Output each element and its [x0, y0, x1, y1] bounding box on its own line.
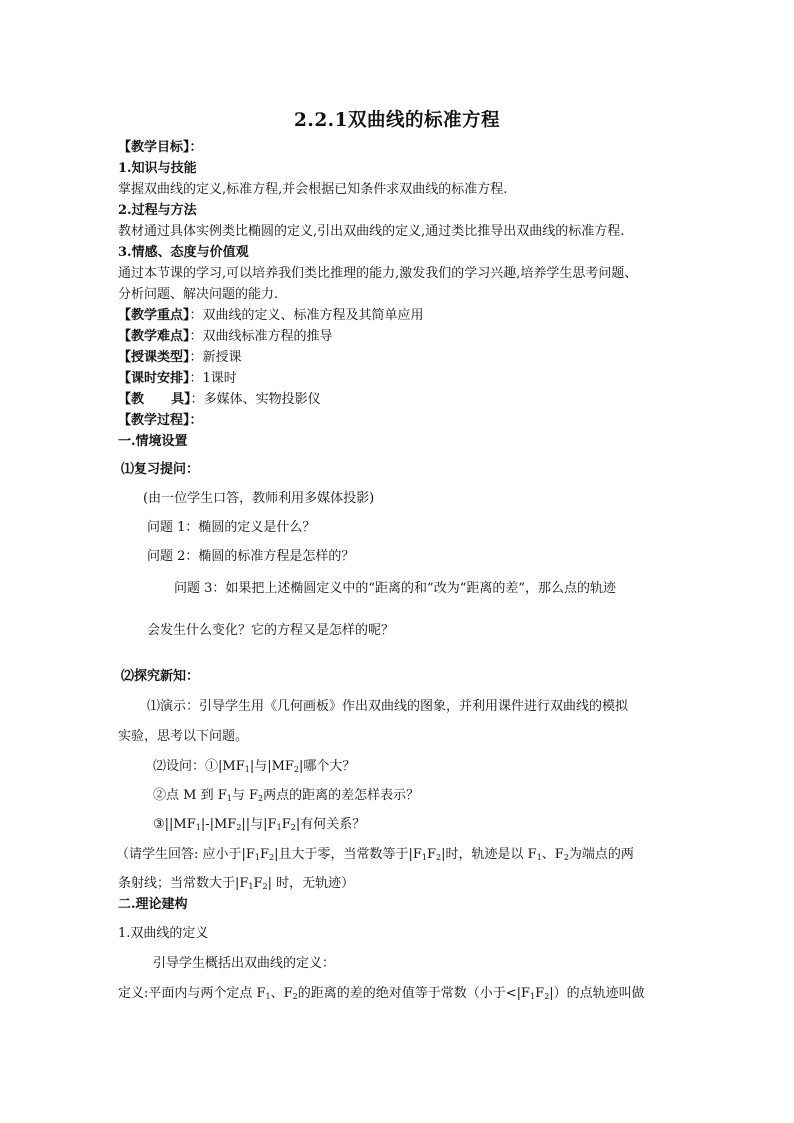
ask-2-part: 两点的距离的差怎样表示？	[263, 788, 420, 803]
subscript: 2	[257, 794, 264, 803]
definition-text	[118, 985, 645, 1003]
ask-3-part: ③||MF	[153, 817, 196, 832]
ask-2-part: 与 F	[231, 788, 258, 803]
subscript: 1	[536, 853, 542, 862]
definition-heading: 1.双曲线的定义	[118, 926, 209, 941]
answer-part: F	[260, 847, 270, 862]
objective-1-text: 掌握双曲线的定义,标准方程,并会根据已知条件求双曲线的标准方程.	[118, 182, 508, 197]
review-note: (由一位学生口答，教师利用多媒体投影)	[143, 491, 375, 506]
answer-line2	[118, 875, 354, 893]
subscript: 1	[226, 794, 232, 803]
ask-1-part: |哪个大？	[299, 759, 356, 774]
subscript: 1	[244, 765, 250, 774]
subscript: 2	[293, 765, 299, 774]
question-2: 问题 2：椭圆的标准方程是怎样的？	[147, 549, 355, 564]
ask-3-part: ||与|F	[241, 817, 277, 832]
subscript: 1	[254, 853, 261, 862]
answer-part: F	[427, 847, 437, 862]
answer-part: 为端点的两	[568, 847, 634, 862]
subscript: 2	[269, 853, 275, 862]
lesson-type-line	[118, 349, 242, 367]
key-point-label: 【教学重点】	[118, 308, 190, 323]
section-2-heading: 二.理论建构	[118, 897, 188, 912]
hours-label: 【课时安排】	[118, 371, 190, 386]
definition-part: 、F	[270, 986, 293, 1001]
subscript: 1	[530, 992, 536, 1001]
subscript: 1	[195, 823, 201, 832]
section-1-heading: 一.情境设置	[118, 434, 188, 449]
hours-text: ：1课时	[189, 371, 237, 386]
subscript: 2	[436, 853, 442, 862]
key-point-line	[118, 307, 424, 325]
objective-2-text: 教材通过具体实例类比椭圆的定义,引出双曲线的定义,通过类比推导出双曲线的标准方程.	[118, 224, 625, 239]
ask-3	[153, 816, 365, 834]
tools-line	[118, 391, 321, 409]
lesson-type-text: ：新授课	[189, 350, 242, 365]
subscript: 1	[276, 823, 282, 832]
question-3-line2: 会发生什么变化？它的方程又是怎样的呢？	[147, 623, 395, 638]
objective-1-heading: 1.知识与技能	[118, 161, 197, 176]
objective-3-text-line1: 通过本节课的学习,可以培养我们类比推理的能力,激发我们的学习兴趣,培养学生思考问题、	[118, 266, 638, 281]
key-point-text: ：双曲线的定义、标准方程及其简单应用	[189, 308, 424, 323]
definition-part: 定义:平面内与两个定点 F	[118, 986, 266, 1001]
answer-part: |且大于零，当常数等于|F	[274, 847, 422, 862]
page-title: 2.2.1双曲线的标准方程	[294, 110, 500, 131]
answer-part: | 时，无轨迹）	[267, 876, 355, 891]
answer-part: （请学生回答: 应小于|F	[116, 847, 255, 862]
question-3-line1: 问题 3：如果把上述椭圆定义中的“距离的和”改为“距离的差”，那么点的轨迹	[174, 581, 616, 596]
ask-2	[153, 787, 419, 805]
question-1: 问题 1：椭圆的定义是什么？	[147, 520, 316, 535]
objectives-heading: 【教学目标】：	[118, 140, 203, 155]
subscript: 2	[292, 992, 298, 1001]
answer-line1	[116, 846, 634, 864]
objective-3-text-line2: 分析问题、解决问题的能力.	[118, 287, 279, 302]
review-heading: ⑴复习提问：	[121, 462, 200, 477]
difficulty-line	[118, 328, 333, 346]
definition-part: |）的点轨迹叫做	[549, 986, 645, 1001]
difficulty-label: 【教学难点】	[118, 329, 190, 344]
subscript: 2	[563, 853, 569, 862]
demo-line2: 实验，思考以下问题。	[118, 729, 249, 744]
subscript: 2	[262, 882, 268, 891]
ask-3-part: F	[281, 817, 291, 832]
definition-intro: 引导学生概括出双曲线的定义：	[153, 956, 336, 971]
answer-part: F	[253, 876, 263, 891]
answer-part: |时，轨迹是以 F	[441, 847, 537, 862]
objective-2-heading: 2.过程与方法	[118, 203, 197, 218]
subscript: 1	[248, 882, 254, 891]
lesson-type-label: 【授课类型】	[118, 350, 190, 365]
hours-line	[118, 370, 237, 388]
subscript: 1	[265, 992, 271, 1001]
answer-part: 条射线；当常数大于|F	[118, 876, 249, 891]
subscript: 2	[236, 823, 242, 832]
process-heading: 【教学过程】：	[118, 413, 203, 428]
difficulty-text: ：双曲线标准方程的推导	[189, 329, 333, 344]
ask-1-part: ⑵设问：①|MF	[153, 759, 245, 774]
tools-label: 【教 具】	[118, 392, 191, 407]
answer-part: 、F	[541, 847, 564, 862]
demo-line1: ⑴演示：引导学生用《几何画板》作出双曲线的图象，并利用课件进行双曲线的模拟	[147, 699, 629, 714]
ask-2-part: ②点 M 到 F	[153, 788, 227, 803]
ask-3-part: |有何关系？	[295, 817, 366, 832]
definition-part: F	[535, 986, 545, 1001]
subscript: 2	[544, 992, 550, 1001]
ask-1-part: |与|MF	[249, 759, 294, 774]
tools-text: ：多媒体、实物投影仪	[190, 392, 321, 407]
subscript: 2	[290, 823, 296, 832]
definition-part: 的距离的差的绝对值等于常数（小于<|F	[297, 986, 531, 1001]
explore-heading: ⑵探究新知：	[121, 669, 200, 684]
subscript: 1	[421, 853, 428, 862]
ask-1	[153, 758, 355, 776]
objective-3-heading: 3.情感、态度与价值观	[118, 245, 249, 260]
ask-3-part: |-|MF	[200, 817, 237, 832]
